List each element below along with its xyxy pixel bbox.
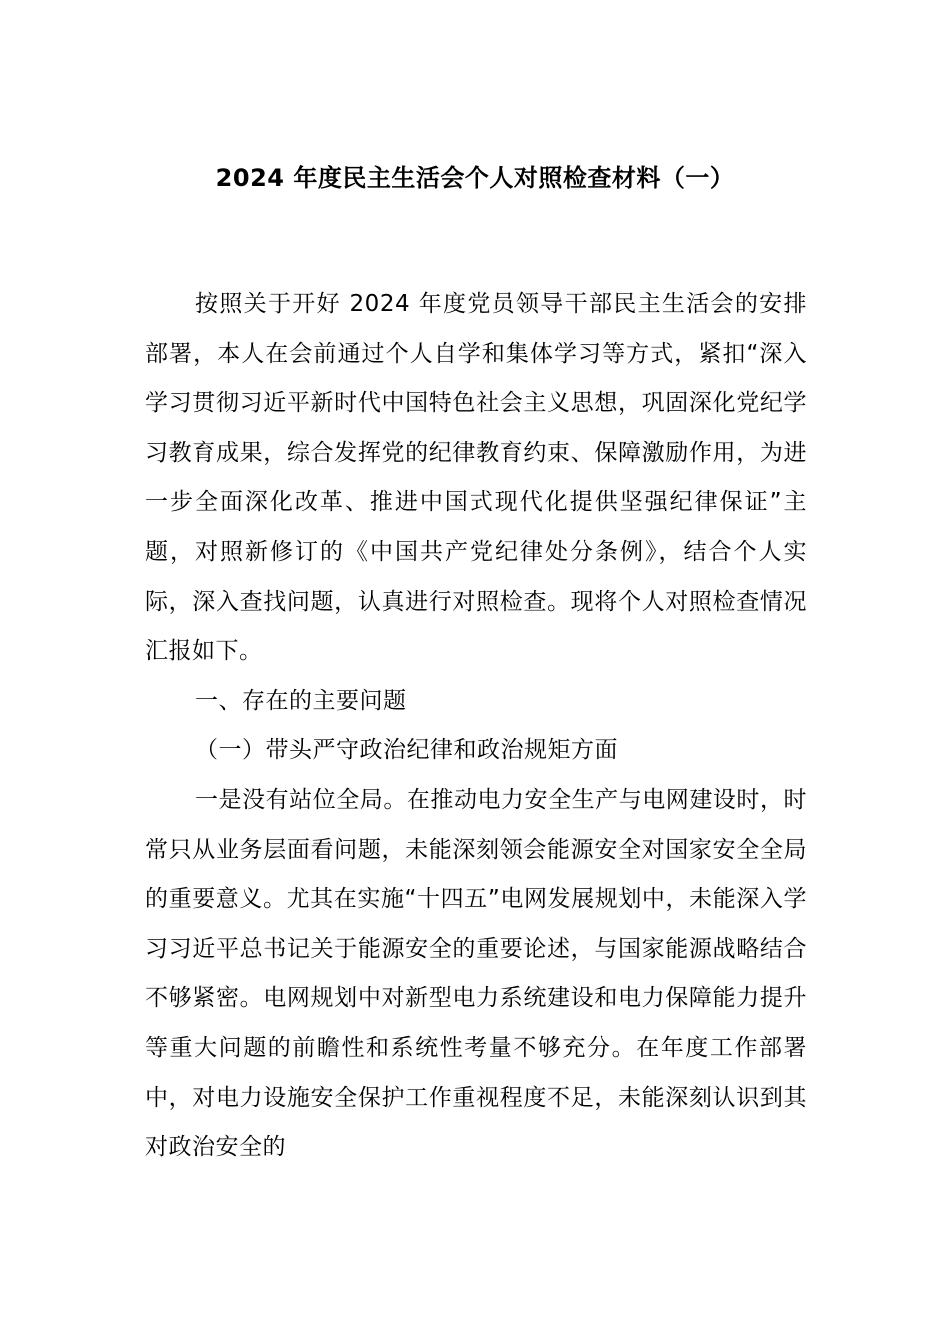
section-heading-main-problems: 一、存在的主要问题 xyxy=(195,687,407,714)
document-title: 2024 年度民主生活会个人对照检查材料（一） xyxy=(215,164,735,192)
document-body xyxy=(145,280,807,1173)
subsection-heading-political-discipline: （一）带头严守政治纪律和政治规矩方面 xyxy=(195,737,618,764)
problem-paragraph-one: 一是没有站位全局。在推动电力安全生产与电网建设时，时常只从业务层面看问题，未能深刻领会能源安全对国家安全全局的重要意义。尤其在实施“十四五”电网发展规划中，未能深入学习习近平总书记关于能源安全的重要论述，与国家能源战略结合不够紧密。电网规划中对新型电力系统建设和电力保障能力提升等重大问题的前瞻性和系统性考量不够充分。在年度工作部署中，对电力设施安全保护工作重视程度不足，未能深刻认识到其对政治安全的 xyxy=(145,786,807,1161)
intro-paragraph: 按照关于开好 2024 年度党员领导干部民主生活会的安排部署，本人在会前通过个人自学和集体学习等方式，紧扣“深入学习贯彻习近平新时代中国特色社会主义思想，巩固深化党纪学习教育成果，综合发挥党的纪律教育约束、保障激励作用，为进一步全面深化改革、推进中国式现代化提供坚强纪律保证”主题，对照新修订的《中国共产党纪律处分条例》，结合个人实际，深入查找问题，认真进行对照检查。现将个人对照检查情况汇报如下。 xyxy=(145,291,807,665)
